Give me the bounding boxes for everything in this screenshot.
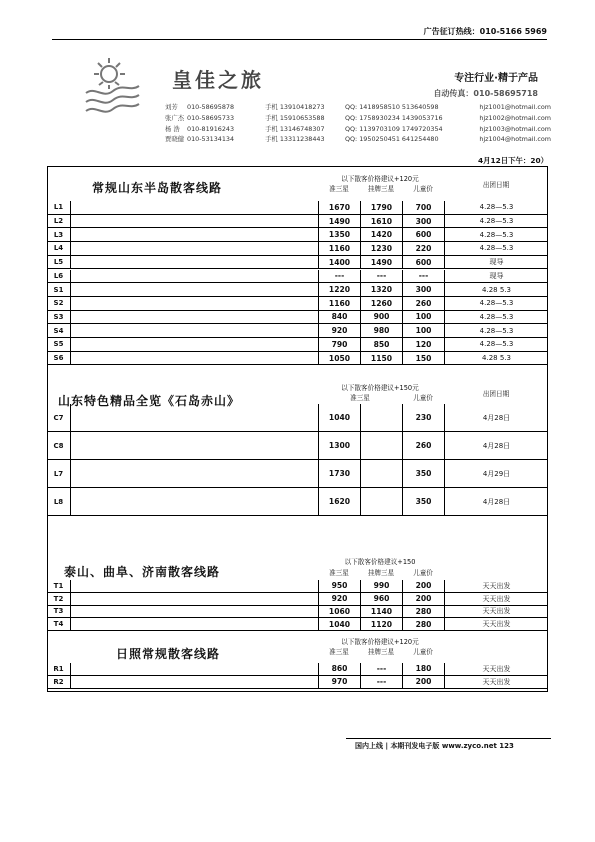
shandong-row [47, 256, 548, 270]
table3-head-c3: 儿童价 [413, 569, 433, 577]
price-child: 600 [403, 228, 445, 241]
departure-date: 4.28—5.3 [479, 230, 514, 239]
price-standard: 1050 [319, 352, 361, 365]
contact-name: 刘芳 [165, 103, 178, 111]
route-code: T4 [47, 618, 71, 630]
column-head-c3: 儿童价 [413, 185, 433, 193]
departure-date: 4月28日 [482, 441, 511, 450]
price-standard: 1730 [319, 460, 361, 487]
shandong-row [47, 324, 548, 338]
departure-date: 4月28日 [482, 413, 511, 422]
route-code: C7 [47, 404, 71, 431]
route-description [71, 580, 319, 592]
departure-date: 4.28—5.3 [479, 244, 514, 253]
price-standard: 970 [319, 676, 361, 688]
rizhao-row [47, 676, 548, 689]
price-listed: --- [361, 663, 403, 675]
contact-qq: QQ: 1950250451 641254480 [345, 135, 439, 144]
contact-name: 贾晓健 [165, 135, 185, 144]
departure-date: 天天出发 [482, 620, 511, 629]
shidao-row [47, 432, 548, 460]
route-code: S5 [47, 338, 71, 351]
column-head-date: 出团日期 [482, 181, 510, 189]
contact-phone: 010-58695878 [187, 103, 235, 111]
price-child: 280 [403, 606, 445, 618]
price-child: 150 [403, 352, 445, 365]
price-standard: 1620 [319, 488, 361, 515]
price-listed: 1490 [361, 256, 403, 269]
route-description [71, 460, 319, 487]
route-description [71, 352, 319, 365]
departure-date: 4.28—5.3 [479, 312, 514, 321]
departure-date: 4月29日 [482, 469, 511, 478]
price-standard: 1160 [319, 242, 361, 255]
price-listed [361, 488, 403, 515]
contact-row [165, 113, 551, 124]
shandong-row [47, 201, 548, 215]
contact-email: hjz1002@hotmail.com [479, 113, 551, 122]
price-standard: 1490 [319, 215, 361, 228]
price-listed: --- [361, 676, 403, 688]
route-code: S4 [47, 324, 71, 337]
footer-page-number: 123 [499, 742, 514, 750]
ad-hotline: 广告征订热线：010-5166 5969 [423, 27, 547, 36]
contact-name: 张广杰 [165, 113, 185, 122]
table4-head-left: 以下散客价格建议+120元 [341, 638, 419, 646]
price-standard: 950 [319, 580, 361, 592]
table2-head-c1: 准三星 [350, 394, 370, 402]
taishan-row [47, 618, 548, 631]
price-standard: 920 [319, 324, 361, 337]
route-code: L5 [47, 256, 71, 269]
route-description [71, 228, 319, 241]
route-description [71, 311, 319, 324]
price-listed: 1790 [361, 201, 403, 214]
price-child: 260 [403, 432, 445, 459]
route-description [71, 201, 319, 214]
column-head-c1: 准三星 [329, 185, 349, 193]
departure-date: 天天出发 [482, 607, 511, 616]
footer [355, 741, 514, 751]
route-code: L6 [47, 270, 71, 283]
table4-head-c3: 儿童价 [413, 648, 433, 656]
route-description [71, 338, 319, 351]
route-description [71, 256, 319, 269]
route-code: S2 [47, 297, 71, 310]
price-standard: 1160 [319, 297, 361, 310]
shandong-row [47, 242, 548, 256]
route-code: R2 [47, 676, 71, 688]
contact-name: 杨 浩 [165, 124, 180, 133]
departure-date: 4月28日 [482, 497, 511, 506]
shandong-row [47, 228, 548, 242]
footer-section: 国内上线 [355, 742, 383, 750]
route-description [71, 676, 319, 688]
contact-qq: QQ: 1139703109 1749720354 [345, 124, 443, 133]
price-listed [361, 404, 403, 431]
route-description [71, 297, 319, 310]
contact-phone: 010-53134134 [187, 135, 235, 144]
contact-mobile: 手机 13910418273 [265, 103, 325, 111]
contact-qq: QQ: 1418958510 513640598 [345, 103, 439, 111]
shandong-row [47, 352, 548, 366]
price-child: 200 [403, 593, 445, 605]
price-listed: 900 [361, 311, 403, 324]
shandong-row [47, 311, 548, 325]
price-child: 350 [403, 488, 445, 515]
price-child: 200 [403, 676, 445, 688]
auto-fax: 自动传真：010-58695718 [433, 89, 538, 98]
departure-date: 天天出发 [482, 664, 511, 673]
column-head-c2: 挂牌三星 [367, 185, 395, 193]
price-standard: 1220 [319, 283, 361, 296]
price-child: 100 [403, 311, 445, 324]
price-child: 230 [403, 404, 445, 431]
price-standard: 790 [319, 338, 361, 351]
price-child: 180 [403, 663, 445, 675]
departure-date: 4.28 5.3 [482, 354, 511, 363]
contact-phone: 010-58695733 [187, 113, 235, 122]
price-listed: 960 [361, 593, 403, 605]
table3-head-c2: 挂牌三星 [367, 569, 395, 577]
price-standard: --- [319, 270, 361, 283]
shidao-row [47, 460, 548, 488]
shandong-row [47, 270, 548, 284]
column-head-left: 以下散客价格建议+120元 [341, 175, 419, 183]
route-code: S1 [47, 283, 71, 296]
section-title-rizhao: 日照常规散客线路 [116, 647, 221, 661]
route-description [71, 215, 319, 228]
contact-phone: 010-81916243 [187, 124, 235, 133]
price-listed: 1230 [361, 242, 403, 255]
route-code: T2 [47, 593, 71, 605]
price-child: 100 [403, 324, 445, 337]
route-code: L1 [47, 201, 71, 214]
route-description [71, 618, 319, 630]
route-code: L8 [47, 488, 71, 515]
departure-date: 天天出发 [482, 581, 511, 590]
price-standard: 1040 [319, 618, 361, 630]
headline-right: 4月12日下午：20） [477, 156, 548, 165]
price-child: 350 [403, 460, 445, 487]
route-description [71, 663, 319, 675]
table3-head-left: 以下散客价格建议+150 [344, 558, 416, 566]
departure-date: 天天出发 [482, 677, 511, 686]
departure-date: 4.28—5.3 [479, 340, 514, 349]
price-listed: 1150 [361, 352, 403, 365]
shandong-row [47, 283, 548, 297]
route-code: T3 [47, 606, 71, 618]
departure-date: 4.28 5.3 [482, 285, 511, 294]
route-code: R1 [47, 663, 71, 675]
route-description [71, 488, 319, 515]
taishan-row [47, 593, 548, 606]
price-standard: 1400 [319, 256, 361, 269]
price-standard: 840 [319, 311, 361, 324]
route-description [71, 283, 319, 296]
table4-head-c1: 准三星 [329, 648, 349, 656]
bottom-rule [346, 738, 551, 739]
table2-head-date: 出团日期 [482, 390, 510, 398]
price-listed: 1610 [361, 215, 403, 228]
price-listed: 1120 [361, 618, 403, 630]
price-standard: 920 [319, 593, 361, 605]
price-standard: 1350 [319, 228, 361, 241]
route-description [71, 593, 319, 605]
route-description [71, 242, 319, 255]
contact-row [165, 134, 551, 145]
contact-email: hjz1004@hotmail.com [479, 135, 551, 144]
top-rule [52, 39, 547, 40]
route-code: S6 [47, 352, 71, 365]
departure-date: 现导 [489, 271, 504, 280]
price-child: 120 [403, 338, 445, 351]
route-code: L2 [47, 215, 71, 228]
section-title-shidao: 山东特色精品全览《石岛赤山》 [58, 394, 241, 408]
price-child: 300 [403, 283, 445, 296]
departure-date: 4.28—5.3 [479, 299, 514, 308]
route-description [71, 432, 319, 459]
shandong-row [47, 338, 548, 352]
price-listed: 1140 [361, 606, 403, 618]
price-child: 300 [403, 215, 445, 228]
shidao-row [47, 488, 548, 516]
contact-email: hjz1003@hotmail.com [479, 124, 551, 133]
departure-date: 4.28—5.3 [479, 326, 514, 335]
shandong-row [47, 215, 548, 229]
route-code: T1 [47, 580, 71, 592]
price-standard: 1670 [319, 201, 361, 214]
price-listed [361, 432, 403, 459]
route-description [71, 270, 319, 283]
price-standard: 1040 [319, 404, 361, 431]
price-child: 220 [403, 242, 445, 255]
section-title-shandong: 常规山东半岛散客线路 [92, 181, 223, 195]
price-listed: 980 [361, 324, 403, 337]
price-listed: 850 [361, 338, 403, 351]
price-standard: 1060 [319, 606, 361, 618]
headline-row [47, 155, 548, 166]
footer-pub: 本期刊发电子版 www.zyco.net [390, 742, 497, 750]
route-code: S3 [47, 311, 71, 324]
departure-date: 天天出发 [482, 594, 511, 603]
contact-qq: QQ: 1758930234 1439053716 [345, 113, 443, 122]
taishan-row [47, 580, 548, 593]
price-child: 700 [403, 201, 445, 214]
route-code: L7 [47, 460, 71, 487]
table4-head-c2: 挂牌三星 [367, 648, 395, 656]
departure-date: 4.28—5.3 [479, 217, 514, 226]
route-code: L3 [47, 228, 71, 241]
shandong-row [47, 297, 548, 311]
shidao-row [47, 404, 548, 432]
table2-head-left: 以下散客价格建议+150元 [341, 384, 419, 392]
price-listed: 1260 [361, 297, 403, 310]
contact-row [165, 102, 551, 113]
contact-mobile: 手机 13311238443 [265, 135, 325, 144]
departure-date: 现导 [489, 258, 504, 267]
contact-mobile: 手机 13146748307 [265, 124, 325, 133]
table2-head-c3: 儿童价 [413, 394, 433, 402]
route-code: C8 [47, 432, 71, 459]
price-child: 260 [403, 297, 445, 310]
footer-divider: | [385, 742, 391, 750]
price-listed: 1420 [361, 228, 403, 241]
price-child: 280 [403, 618, 445, 630]
price-child: 600 [403, 256, 445, 269]
price-standard: 860 [319, 663, 361, 675]
contact-mobile: 手机 15910653588 [265, 113, 325, 122]
route-code: L4 [47, 242, 71, 255]
departure-date: 4.28—5.3 [479, 203, 514, 212]
price-listed [361, 460, 403, 487]
price-child: 200 [403, 580, 445, 592]
contact-list [165, 102, 551, 145]
sun-wave-logo [82, 56, 144, 116]
route-description [71, 324, 319, 337]
brand-title: 皇佳之旅 [172, 68, 264, 92]
route-description [71, 606, 319, 618]
table3-head-c1: 准三星 [329, 569, 349, 577]
price-listed: 1320 [361, 283, 403, 296]
section-title-taishan: 泰山、曲阜、济南散客线路 [64, 565, 221, 579]
rizhao-row [47, 663, 548, 676]
tagline: 专注行业·精于产品 [454, 73, 538, 84]
price-child: --- [403, 270, 445, 283]
price-listed: 990 [361, 580, 403, 592]
price-listed: --- [361, 270, 403, 283]
contact-email: hjz1001@hotmail.com [479, 103, 551, 111]
taishan-row [47, 606, 548, 619]
price-standard: 1300 [319, 432, 361, 459]
contact-row [165, 124, 551, 135]
route-description [71, 404, 319, 431]
